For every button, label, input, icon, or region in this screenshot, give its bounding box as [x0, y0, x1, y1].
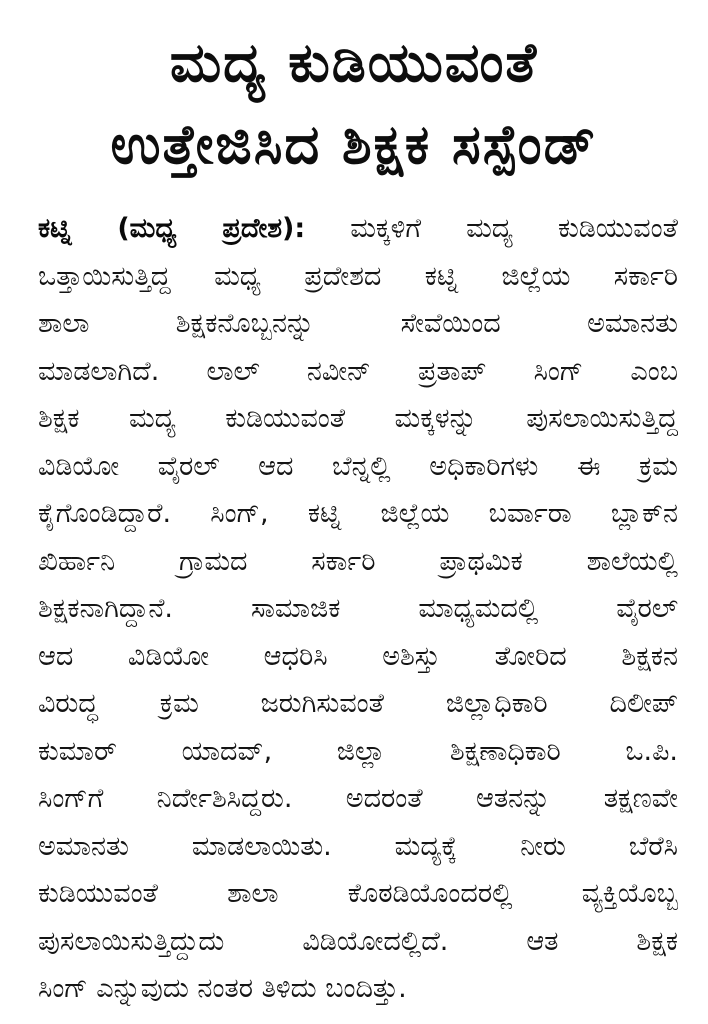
article-line-1: [38, 205, 678, 253]
article-line-11: ವಿರುದ್ಧ ಕ್ರಮ ಜರುಗಿಸುವಂತೆ ಜಿಲ್ಲಾಧಿಕಾರಿ ದಿಲೀಪ್: [38, 688, 678, 719]
article-line-13: ಸಿಂಗ್‌ಗೆ ನಿರ್ದೇಶಿಸಿದ್ದರು. ಅದರಂತೆ ಆತನನ್ನು ತಕ್ಷಣವೇ: [38, 783, 678, 814]
article-line-4: ಮಾಡಲಾಗಿದೆ. ಲಾಲ್ ನವೀನ್ ಪ್ರತಾಪ್ ಸಿಂಗ್ ಎಂಬ: [38, 355, 678, 387]
article-line-7: ಕೈಗೊಂಡಿದ್ದಾರೆ. ಸಿಂಗ್, ಕಟ್ನಿ ಜಿಲ್ಲೆಯ ಬರ್ವಾರಾ ಬ್ಲಾಕ್‌ನ: [38, 498, 678, 529]
article-line-5: ಶಿಕ್ಷಕ ಮದ್ಯ ಕುಡಿಯುವಂತೆ ಮಕ್ಕಳನ್ನು ಪುಸಲಾಯಿಸುತ್ತಿದ್ದ: [38, 403, 678, 434]
article-line-3: ಶಾಲಾ ಶಿಕ್ಷಕನೊಬ್ಬನನ್ನು ಸೇವೆಯಿಂದ ಅಮಾನತು: [38, 308, 678, 339]
article-line-17: ಸಿಂಗ್ ಎನ್ನುವುದು ನಂತರ ತಿಳಿದು ಬಂದಿತ್ತು.: [38, 973, 407, 1004]
headline: [0, 22, 708, 186]
dateline: ಕಟ್ನಿ (ಮಧ್ಯ ಪ್ರದೇಶ):: [38, 213, 306, 244]
article-line-12: ಕುಮಾರ್ ಯಾದವ್, ಜಿಲ್ಲಾ ಶಿಕ್ಷಣಾಧಿಕಾರಿ ಒ.ಪಿ.: [38, 735, 678, 767]
article-line-1-text: ಮಕ್ಕಳಿಗೆ ಮದ್ಯ ಕುಡಿಯುವಂತೆ: [305, 213, 678, 244]
article-line-8: ಖಿರ್ಹಾನಿ ಗ್ರಾಮದ ಸರ್ಕಾರಿ ಪ್ರಾಥಮಿಕ ಶಾಲೆಯಲ್ಲಿ: [38, 545, 678, 577]
article-line-9: ಶಿಕ್ಷಕನಾಗಿದ್ದಾನೆ. ಸಾಮಾಜಿಕ ಮಾಧ್ಯಮದಲ್ಲಿ ವೈರಲ್: [38, 593, 678, 624]
article-line-16: ಪುಸಲಾಯಿಸುತ್ತಿದ್ದುದು ವಿಡಿಯೋದಲ್ಲಿದೆ. ಆತ ಶಿಕ್ಷಕ: [38, 925, 678, 957]
article-line-6: ವಿಡಿಯೋ ವೈರಲ್ ಆದ ಬೆನ್ನಲ್ಲಿ ಅಧಿಕಾರಿಗಳು ಈ ಕ್ರಮ: [38, 450, 678, 482]
article-body: [38, 205, 678, 1013]
headline-line-1: ಮದ್ಯ ಕುಡಿಯುವಂತೆ: [169, 31, 539, 94]
article-line-15: ಕುಡಿಯುವಂತೆ ಶಾಲಾ ಕೊಠಡಿಯೊಂದರಲ್ಲಿ ವ್ಯಕ್ತಿಯೊಬ್ಬ: [38, 878, 678, 909]
article-line-10: ಆದ ವಿಡಿಯೋ ಆಧರಿಸಿ ಅಶಿಸ್ತು ತೋರಿದ ಶಿಕ್ಷಕನ: [38, 640, 678, 672]
article-line-14: ಅಮಾನತು ಮಾಡಲಾಯಿತು. ಮದ್ಯಕ್ಕೆ ನೀರು ಬೆರೆಸಿ: [38, 830, 678, 862]
article-line-2: ಒತ್ತಾಯಿಸುತ್ತಿದ್ದ ಮಧ್ಯ ಪ್ರದೇಶದ ಕಟ್ನಿ ಜಿಲ್ಲೆಯ ಸರ್ಕಾರಿ: [38, 260, 678, 292]
headline-line-2: ಉತ್ತೇಜಿಸಿದ ಶಿಕ್ಷಕ ಸಸ್ಪೆಂಡ್: [110, 113, 598, 176]
